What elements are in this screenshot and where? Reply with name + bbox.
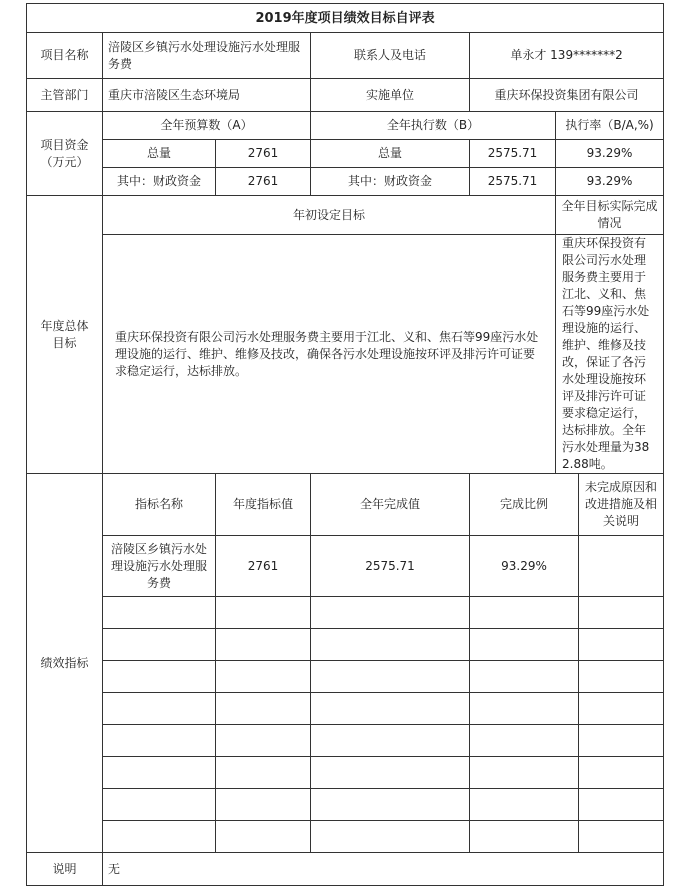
initial-goal-header: 年初设定目标	[103, 196, 556, 235]
empty-row	[27, 629, 664, 661]
actual-goal-text: 重庆环保投资有限公司污水处理服务费主要用于江北、义和、焦石等99座污水处理设施的运行、维护、维修及技改，保证了各污水处理设施按环评及排污许可证要求稳定运行，达标排放。全年污水处理量为382.88吨。	[556, 235, 664, 474]
initial-goal-text: 重庆环保投资有限公司污水处理服务费主要用于江北、义和、焦石等99座污水处理设施的运行、维护、维修及技改，确保各污水处理设施按环评及排污许可证要求稳定运行，达标排放。	[103, 235, 556, 474]
indicator-actual: 2575.71	[311, 536, 470, 597]
funds-row-budget: 2761	[216, 168, 311, 196]
indicator-note	[579, 536, 664, 597]
funds-row-exec: 2575.71	[470, 168, 556, 196]
impl-label: 实施单位	[311, 79, 470, 112]
indicator-header-target: 年度指标值	[216, 474, 311, 536]
empty-row	[27, 597, 664, 629]
funds-row-rate: 93.29%	[556, 140, 664, 168]
indicator-header-actual: 全年完成值	[311, 474, 470, 536]
indicator-ratio: 93.29%	[470, 536, 579, 597]
funds-row-rate: 93.29%	[556, 168, 664, 196]
empty-row	[27, 821, 664, 853]
funds-row-label: 其中：财政资金	[103, 168, 216, 196]
actual-goal-header: 全年目标实际完成情况	[556, 196, 664, 235]
budget-header: 全年预算数（A）	[103, 112, 311, 140]
indicator-name: 涪陵区乡镇污水处理设施污水处理服务费	[103, 536, 216, 597]
empty-row	[27, 789, 664, 821]
contact-value: 单永才 139*******2	[470, 33, 664, 79]
indicators-label: 绩效指标	[27, 474, 103, 853]
goals-label: 年度总体 目标	[27, 196, 103, 474]
indicator-header-ratio: 完成比例	[470, 474, 579, 536]
project-name-value: 涪陵区乡镇污水处理设施污水处理服务费	[103, 33, 311, 79]
indicator-header-note: 未完成原因和改进措施及相关说明	[579, 474, 664, 536]
table-row	[27, 536, 664, 597]
contact-label: 联系人及电话	[311, 33, 470, 79]
remarks-label: 说明	[27, 853, 103, 886]
impl-value: 重庆环保投资集团有限公司	[470, 79, 664, 112]
remarks-value: 无	[103, 853, 664, 886]
indicator-header-name: 指标名称	[103, 474, 216, 536]
dept-value: 重庆市涪陵区生态环境局	[103, 79, 311, 112]
empty-row	[27, 693, 664, 725]
funds-row	[27, 140, 664, 168]
funds-row	[27, 168, 664, 196]
funds-row-exec: 2575.71	[470, 140, 556, 168]
table-title: 2019年度项目绩效目标自评表	[27, 4, 664, 33]
funds-row-budget: 2761	[216, 140, 311, 168]
dept-label: 主管部门	[27, 79, 103, 112]
empty-row	[27, 725, 664, 757]
project-name-label: 项目名称	[27, 33, 103, 79]
funds-row-exec-label: 其中：财政资金	[311, 168, 470, 196]
exec-header: 全年执行数（B）	[311, 112, 556, 140]
empty-row	[27, 661, 664, 693]
funds-label: 项目资金 （万元）	[27, 112, 103, 196]
funds-row-label: 总量	[103, 140, 216, 168]
rate-header: 执行率（B/A,%)	[556, 112, 664, 140]
indicator-target: 2761	[216, 536, 311, 597]
empty-row	[27, 757, 664, 789]
self-evaluation-table	[26, 3, 664, 886]
funds-row-exec-label: 总量	[311, 140, 470, 168]
